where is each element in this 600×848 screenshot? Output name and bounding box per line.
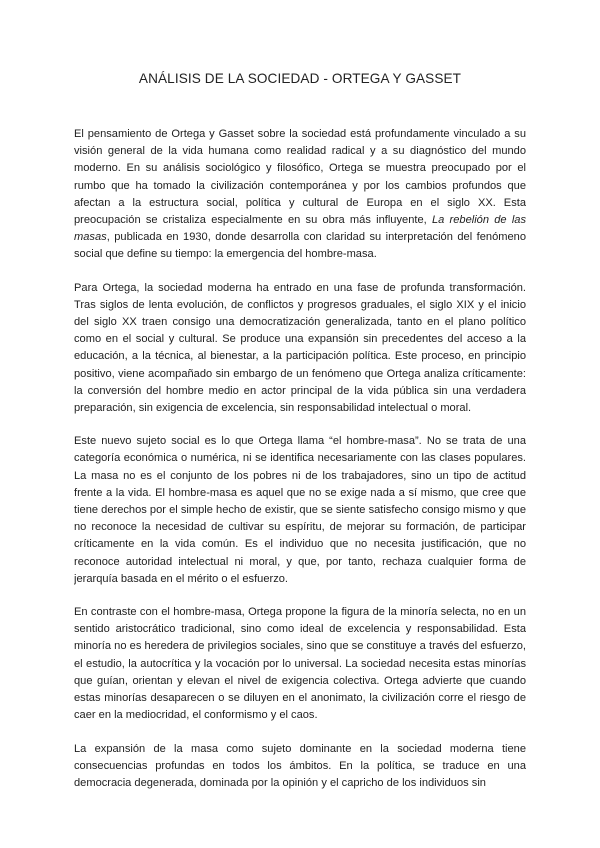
paragraph-5: La expansión de la masa como sujeto dominante en la sociedad moderna tiene consecuencias profundas en todos los ámbitos. En la política, se traduce en una democracia degenerada, dominada por la opinión y el capricho de los individuos sin: [74, 742, 526, 789]
paragraph-3: Este nuevo sujeto social es lo que Ortega llama “el hombre-masa”. No se trata de una categoría económica o numérica, ni se identifica necesariamente con las clases populares. La masa no es el conjunto de los pobres ni de los trabajadores, sino un tipo de actitud frente a la vida. El hombre-masa es aquel que no se exige nada a sí mismo, que cree que tiene derechos por el simple hecho de existir, que se siente satisfecho consigo mismo y que no reconoce la necesidad de cultivar su espíritu, de mejorar su formación, de participar críticamente en la vida común. Es el individuo que no necesita justificación, que no reconoce autoridad intelectual ni moral, y que, por tanto, rechaza cualquier forma de jerarquía basada en el mérito o el esfuerzo.: [74, 435, 526, 585]
paragraph-1: [74, 126, 526, 264]
document-page: [74, 0, 526, 848]
paragraph-1-text-start: El pensamiento de Ortega y Gasset sobre la sociedad está profundamente vinculado a su visión general de la vida humana como realidad radical y a su diagnóstico del mundo moderno. En su análisis sociológico y filosófico, Ortega se muestra preocupado por el rumbo que ha tomado la civilización contemporánea y por los cambios profundos que afectan a la estructura social, política y cultural de Europa en el siglo XX. Esta preocupación se cristaliza especialmente en su obra más influyente,: [74, 128, 526, 227]
document-body: [74, 126, 526, 792]
book-title-italic: La rebelión de las masas: [74, 214, 526, 244]
paragraph-4: En contraste con el hombre-masa, Ortega propone la figura de la minoría selecta, no en un sentido aristocrático tradicional, sino como ideal de excelencia y responsabilidad. Esta minoría no es heredera de privilegios sociales, sino que se constituye a través del esfuerzo, el estudio, la autocrítica y la vocación por lo universal. La sociedad necesita estas minorías que guían, orientan y elevan el nivel de exigencia colectiva. Ortega advierte que cuando estas minorías desaparecen o se diluyen en el anonimato, la civilización corre el riesgo de caer en la mediocridad, el conformismo y el caos.: [74, 606, 526, 722]
document-title: ANÁLISIS DE LA SOCIEDAD - ORTEGA Y GASSET: [138, 71, 462, 86]
paragraph-1-text-end: , publicada en 1930, donde desarrolla con claridad su interpretación del fenómeno social que define su tiempo: la emergencia del hombre-masa.: [74, 231, 526, 261]
paragraph-2: Para Ortega, la sociedad moderna ha entrado en una fase de profunda transformación. Tras siglos de lenta evolución, de conflictos y progresos graduales, el siglo XIX y el inicio del siglo XX traen consigo una democratización generalizada, tanto en el plano político como en el social y cultural. Se produce una expansión sin precedentes del acceso a la educación, a la técnica, al bienestar, a la participación política. Este proceso, en principio positivo, viene acompañado sin embargo de un fenómeno que Ortega analiza críticamente: la conversión del hombre medio en actor principal de la vida pública sin una verdadera preparación, sin exigencia de excelencia, sin responsabilidad intelectual o moral.: [74, 281, 526, 415]
